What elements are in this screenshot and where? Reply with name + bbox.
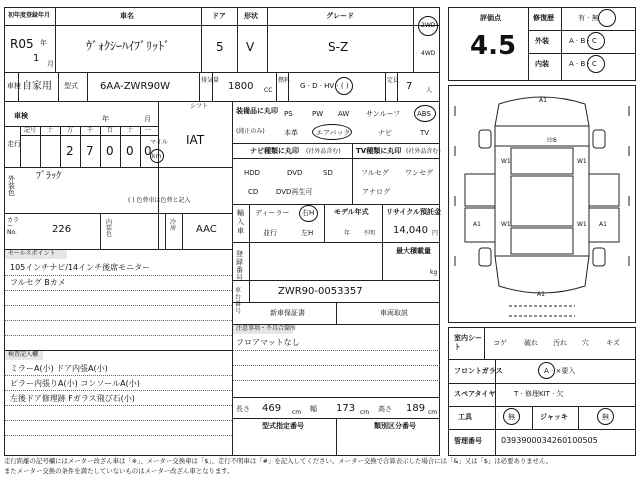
height-label: 高さ: [378, 405, 392, 413]
footer-line-2: またメーター交換の条件を満たしていないものはメーター改ざん車となります。: [4, 467, 234, 475]
navi-sub: (社外品含む): [306, 148, 341, 155]
spare: T · 修理KIT · 欠: [514, 390, 564, 398]
shape-label: 形状: [244, 12, 258, 20]
equip-ps: PS: [284, 110, 293, 118]
equipment-label: 装備品に丸印: [236, 107, 278, 115]
year-unit: 年: [40, 39, 47, 47]
car-name-label: 車名: [120, 12, 134, 20]
sheet-tear: 破れ: [524, 339, 538, 347]
doors: 5: [216, 40, 224, 54]
score-label: 評価点: [480, 14, 501, 22]
reg-year: R05: [10, 37, 34, 51]
digit-header-10k: 万: [67, 127, 74, 134]
color-note: ( ) 色替車は色替と記入: [128, 197, 191, 204]
spare-label: スペアタイヤ: [454, 390, 496, 398]
displacement-label: 排気量: [201, 77, 220, 84]
width-label: 幅: [310, 405, 317, 413]
navi-cd: CD: [248, 188, 259, 196]
inspection-line: ミラーA(小) ドア内張A(小): [10, 364, 108, 373]
width: 173: [336, 403, 356, 414]
mileage-digit: 0: [106, 144, 114, 158]
car-name: ｳﾞｫｸｼｰﾊｲﾌﾞﾘｯﾄﾞ: [86, 39, 171, 53]
height-unit: cm: [428, 409, 438, 416]
front-glass: A · ×要入: [544, 367, 576, 375]
inspector-notes-text: フロアマットなし: [236, 338, 300, 347]
shift-label: シフト: [190, 103, 209, 110]
diagram-mark: A1: [599, 221, 607, 228]
chassis-label: 車台番号: [235, 287, 242, 315]
shaken-year-unit: 年: [102, 115, 109, 123]
length-unit: cm: [292, 409, 302, 416]
recycle-label: リサイクル預託金: [386, 208, 442, 216]
tv-sub: (社外品含む): [406, 148, 441, 155]
model: 6AA-ZWR90W: [100, 81, 171, 92]
person-unit: 人: [426, 87, 433, 94]
color-no-label: カラーNo.: [7, 217, 20, 236]
jack-label: ジャッキ: [540, 413, 568, 421]
navi-title: ナビ種類に丸印: [250, 147, 299, 155]
diagram-mark: ﾋﾋ6: [547, 137, 557, 144]
yen-unit: 円: [432, 230, 439, 237]
import-left: 左H: [301, 229, 314, 237]
km-label: km: [152, 153, 162, 160]
length-label: 長さ: [236, 405, 250, 413]
digit-header-10m: 十: [47, 127, 54, 134]
manual-label: 車両取説: [380, 309, 408, 317]
equip-pw: PW: [312, 110, 324, 118]
interior-sheet-label: 室内シート: [454, 334, 482, 351]
sheet-scratch: キズ: [606, 339, 620, 347]
shaken-label: 車検: [14, 112, 28, 120]
equipment-sub: (純正のみ): [236, 128, 265, 135]
interior-label: 内装: [535, 60, 549, 68]
digit-header-10: 十: [127, 127, 134, 134]
jack-none-circle: [597, 408, 614, 425]
capacity-label: 定員: [387, 77, 400, 84]
registration-label: 登録番号: [236, 250, 243, 282]
diagram-mark: W1: [501, 221, 511, 228]
sheet-hole: 穴: [582, 339, 589, 347]
shift: IAT: [186, 133, 205, 147]
mileage-digit: 2: [66, 144, 74, 158]
tv-analog: アナログ: [362, 188, 390, 196]
vehicle-label: 車検: [7, 82, 21, 90]
model-year-suffix: 年: [344, 230, 351, 237]
inspection-line: 左後ドア修理跡 Fガラス飛び石(小): [10, 394, 135, 403]
model-year-label: モデル年式: [334, 208, 369, 216]
exterior-label: 外装: [535, 37, 549, 45]
repair-label: 修復歴: [533, 14, 554, 22]
digit-header-1k: 千: [87, 127, 94, 134]
color-label: 外装色: [8, 175, 15, 197]
diagram-mark: A1: [473, 221, 481, 228]
digit-header-1: 一: [145, 127, 152, 134]
navi-dvd: DVD: [287, 169, 303, 177]
equip-navi: ナビ: [378, 129, 392, 137]
doors-label: ドア: [212, 12, 226, 20]
diagram-mark: W1: [501, 158, 511, 165]
repair-options: 有 · 無: [578, 14, 599, 22]
digit-header-100: 百: [107, 127, 114, 134]
height: 189: [406, 403, 426, 414]
jack: 無: [602, 413, 609, 421]
reg-year-label: 初年度登録年月: [8, 12, 51, 19]
equip-aw: AW: [338, 110, 350, 118]
mileage-heading: 走行: [7, 140, 21, 148]
tools-label: 工具: [458, 413, 472, 421]
car-damage-diagram: [449, 86, 635, 322]
tv-oneseg: ワンセグ: [405, 169, 433, 177]
drive-2wd: 2WD: [421, 22, 436, 29]
grade-label: グレード: [326, 12, 354, 20]
capacity: 7: [406, 81, 413, 92]
displacement: 1800: [228, 81, 254, 92]
equip-sunroof: サンルーフ: [366, 110, 401, 118]
diagram-mark: W1: [577, 221, 587, 228]
ac-value: AAC: [196, 224, 217, 235]
sales-points-label: セールスポイント: [8, 250, 56, 257]
fuel-options: G · D · HV · ( ): [300, 82, 349, 90]
model-label: 型式: [64, 82, 78, 90]
mgmt-label: 管理番号: [454, 437, 482, 445]
score: 4.5: [470, 31, 517, 61]
mileage-digit: 0: [126, 144, 134, 158]
recycle: 14,040: [393, 225, 428, 236]
inspection-label: 検査記入欄: [8, 351, 39, 358]
footer-line-1: 走行距離の記号欄にはメーター改ざん車は「※」、メーター交換車は「$」、走行不明車は「#」を記入してください。メーター交換で合算表示した場合には「&」又は「$」は必要ありません。: [4, 457, 553, 465]
navi-sd: SD: [323, 169, 333, 177]
color-no: 226: [52, 224, 72, 235]
mgmt-number: 0393900034260100505: [501, 436, 598, 445]
shaken-month-unit: 月: [144, 115, 151, 123]
front-glass-a-circle: [538, 362, 555, 379]
usage: 自家用: [22, 81, 52, 92]
interior-b-circle: [587, 55, 605, 73]
fuel-hv-circle: [335, 77, 353, 95]
import-label: 輸入車: [237, 209, 244, 235]
type-cert-label: 型式指定番号: [262, 422, 304, 430]
ac-label: 冷房: [170, 219, 177, 232]
navi-hdd: HDD: [244, 169, 261, 177]
diagram-mark: W1: [577, 158, 587, 165]
interior-options: A · B · C: [569, 60, 597, 68]
mileage-digit: 0: [144, 144, 152, 158]
shape: V: [246, 40, 255, 54]
warranty-label: 新車保証書: [270, 309, 305, 317]
front-glass-label: フロントガラス: [454, 367, 503, 375]
exterior-b-circle: [587, 32, 605, 50]
exterior-options: A · B · C: [569, 37, 597, 45]
diagram-mark: A1: [537, 291, 545, 298]
drive-4wd: 4WD: [421, 50, 436, 57]
equip-leather: 本革: [284, 129, 298, 137]
sheet-stain: 汚れ: [553, 339, 567, 347]
inspector-notes-label: 注意事項・不具合箇所: [236, 325, 297, 332]
repair-none-circle: [598, 9, 616, 27]
class-label: 類別区分番号: [374, 422, 416, 430]
tv-title: TV種類に丸印: [356, 147, 402, 155]
mileage-digit: 7: [86, 144, 94, 158]
mile-label: マイル: [150, 139, 168, 146]
equip-airbag: エアバック: [316, 129, 351, 137]
grade: S-Z: [328, 40, 349, 54]
cc-unit: CC: [264, 87, 273, 94]
import-right: 右H: [302, 209, 315, 217]
inspection-line: ピラー内張りA(小) コンソールA(小): [10, 379, 140, 388]
fuel-label: 燃料: [278, 77, 291, 84]
chassis: ZWR90-0053357: [278, 286, 363, 297]
sales-point-line: フルセグ Bカメ: [10, 278, 66, 287]
kg-unit: kg: [430, 269, 438, 276]
sales-point-line: 105インチナビ/14インチ後席モニター: [10, 263, 151, 272]
import-parallel: 並行: [263, 229, 277, 237]
diagram-mark: A1: [539, 97, 547, 104]
month-unit: 月: [47, 60, 54, 68]
tv-fullseg: フルセグ: [361, 169, 389, 177]
equip-abs: ABS: [417, 110, 431, 118]
interior-color-label: 内装色: [106, 219, 113, 238]
digit-header-symbol: 記号: [24, 127, 37, 134]
tools: 無: [508, 413, 515, 421]
width-unit: cm: [360, 409, 370, 416]
length: 469: [262, 403, 282, 414]
model-year-unknown: 不明: [363, 230, 376, 237]
navi-dvd-play: DVD再生可: [276, 188, 313, 196]
sheet-scorch: コゲ: [493, 339, 507, 347]
color-value: ﾌﾞﾗｯｸ: [36, 171, 61, 182]
max-load-label: 最大積載量: [396, 247, 431, 255]
reg-month: 1: [33, 53, 40, 64]
tools-none-circle: [503, 408, 520, 425]
import-dealer: ディーラー: [255, 209, 290, 217]
equip-tv: TV: [420, 129, 430, 137]
